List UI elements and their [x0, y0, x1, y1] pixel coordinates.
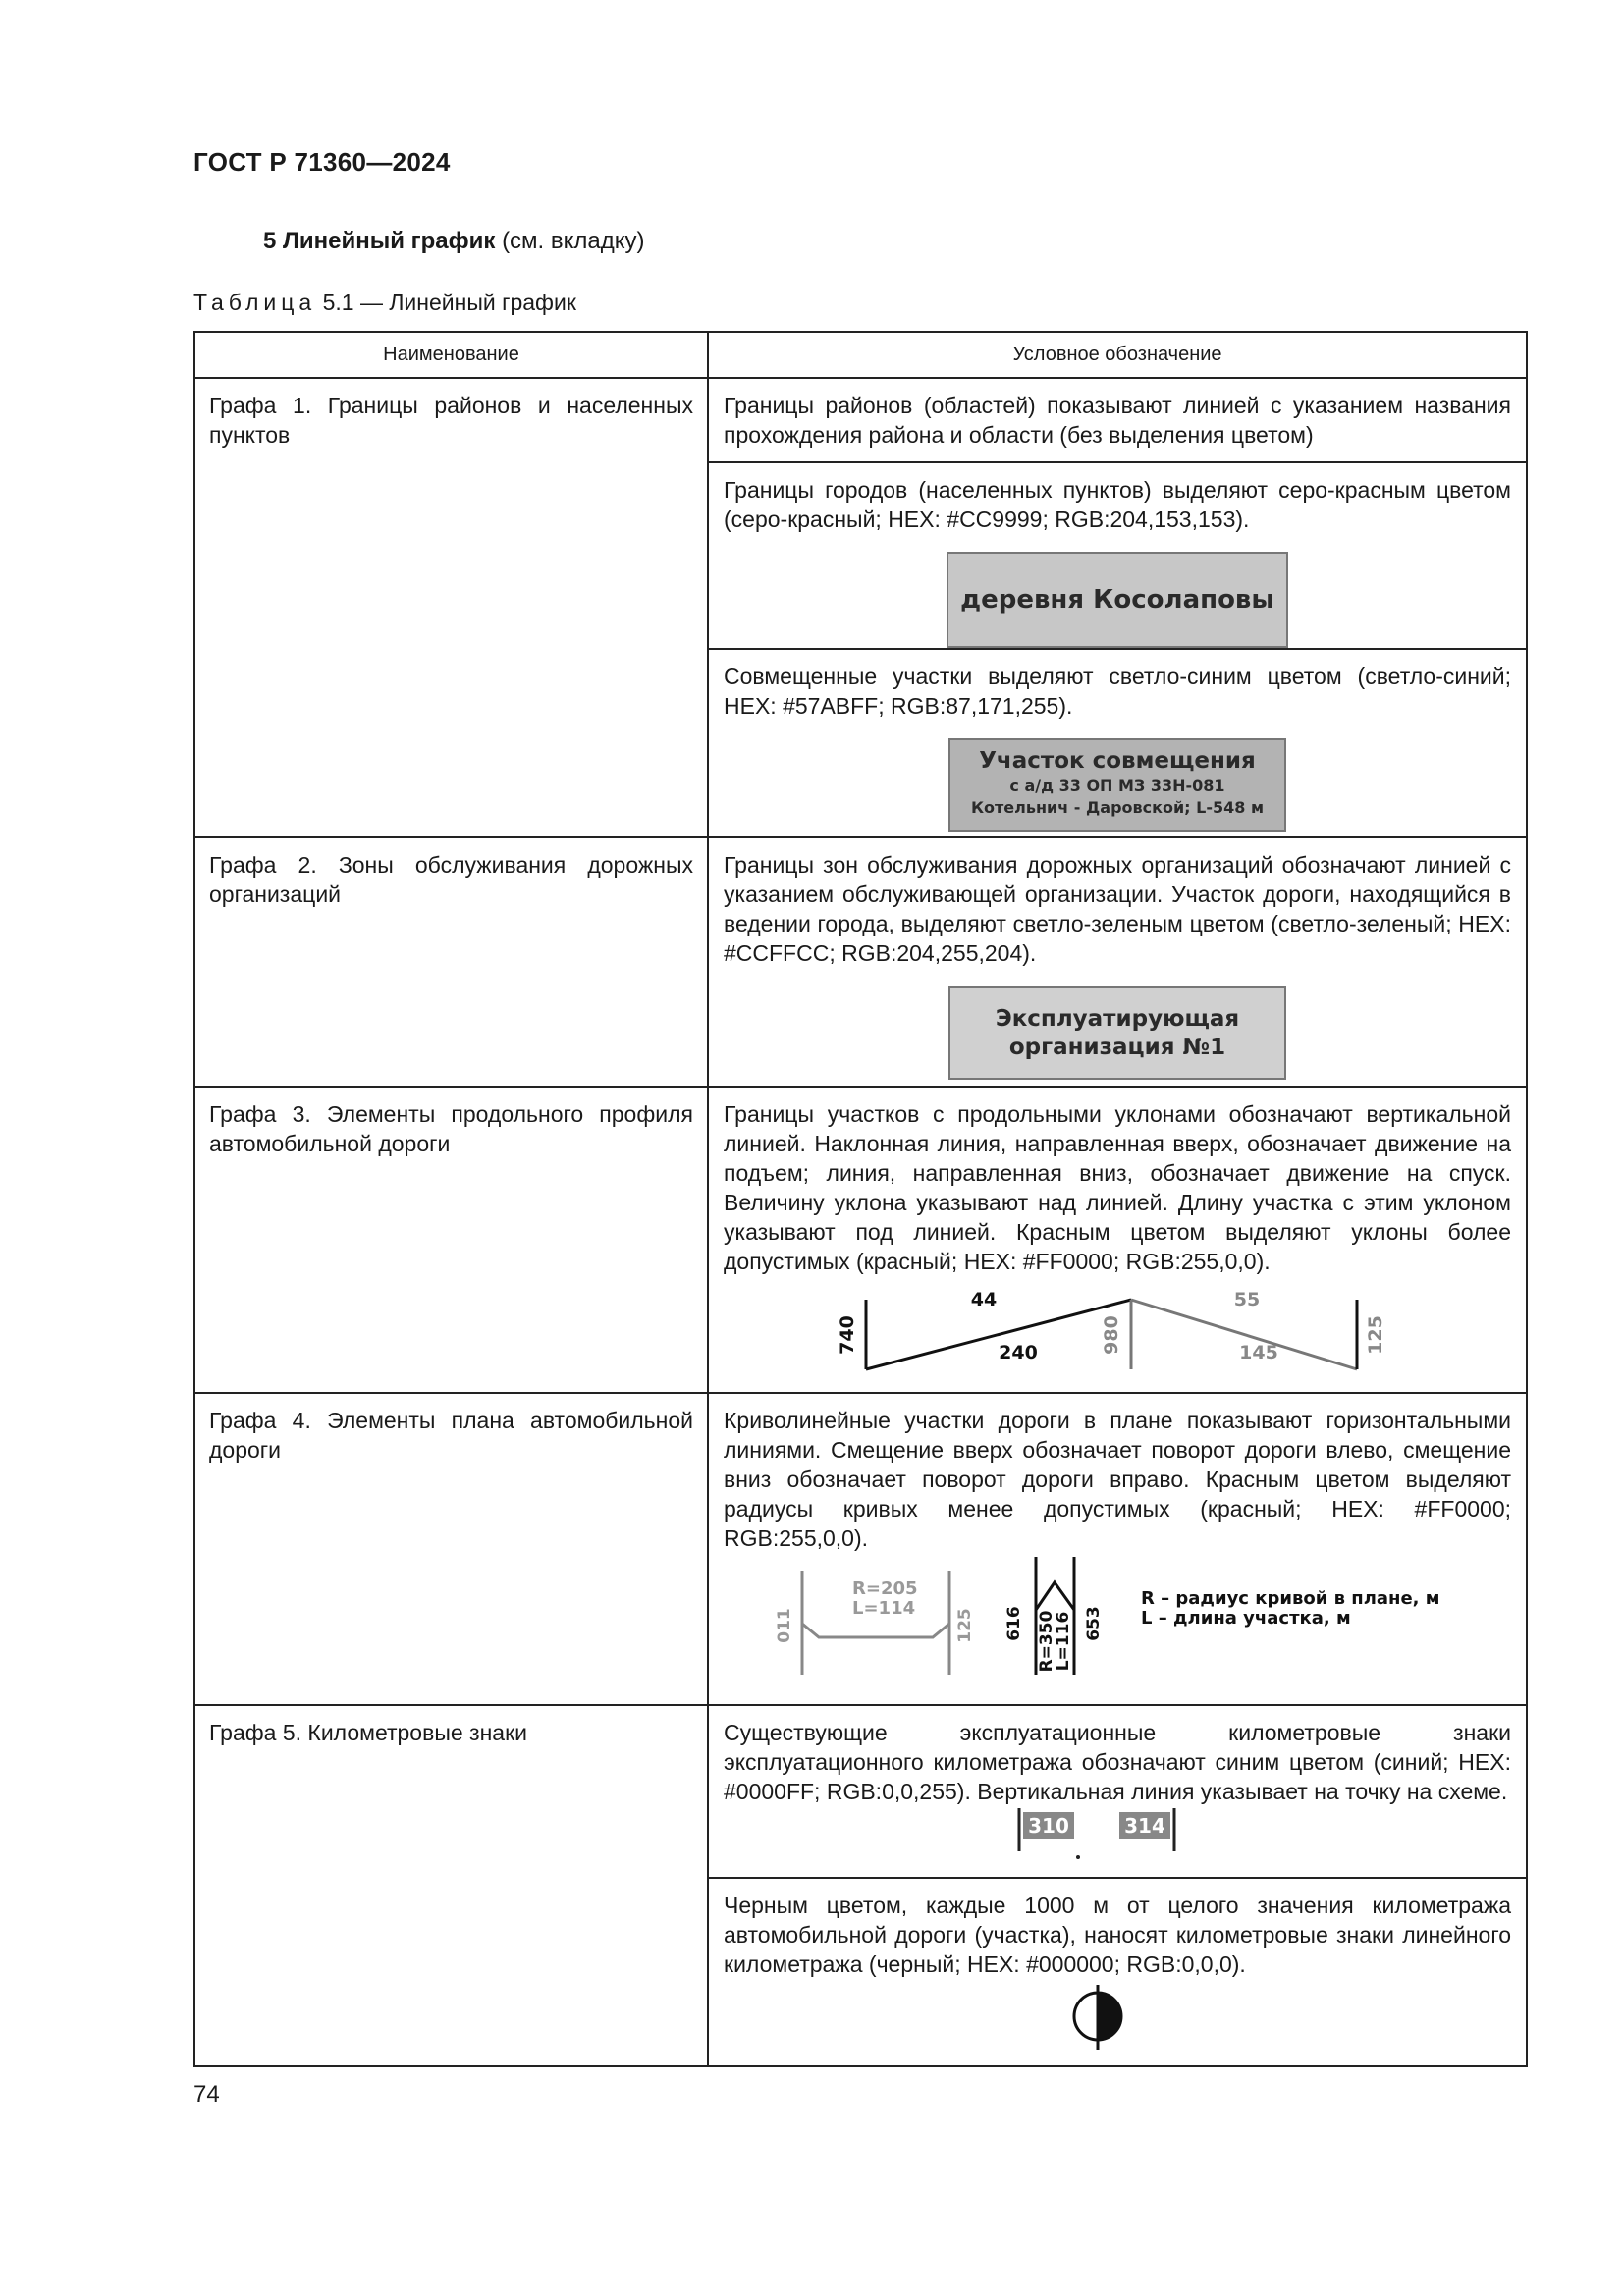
document-title: ГОСТ Р 71360—2024 [193, 147, 451, 177]
row3-text: Границы участков с продольными уклонами обозначают вертикальной линией. Наклонная линия, направленная вверх, обозначает движение на подъем; линия, направленная вниз, обозначает движение на спуск. Величину уклона указывают над линией. Длину участка с этим уклоном указывают под линией. Красным цветом выделяют уклоны более допустимых (красный; HEX: #FF0000; RGB:255,0,0). [724, 1101, 1511, 1274]
row4-name: Графа 4. Элементы плана автомобильной дороги [209, 1408, 693, 1463]
table-caption [193, 290, 576, 316]
plan-legend-radius: R – радиус кривой в плане, м [1141, 1588, 1440, 1609]
table-row [194, 837, 1527, 1087]
plan-curve1-end: 125 [955, 1608, 975, 1643]
plan-curve1-radius: R=205 [852, 1578, 918, 1599]
combined-section-label-sample [948, 738, 1286, 832]
row5-item1-text: Существующие эксплуатационные километровые знаки эксплуатационного километража обозначают синим цветом (синий; HEX: #0000FF; RGB:0,0,255). Вертикальная линия указывает на точку на схеме. [724, 1720, 1511, 1804]
row4-text: Криволинейные участки дороги в плане показывают горизонтальными линиями. Смещение вверх обозначает поворот дороги влево, смещение вниз обозначает поворот дороги вправо. Красным цветом выделяют радиусы кривых менее допустимых (красный; HEX: #FF0000; RGB:255,0,0). [724, 1408, 1511, 1551]
plan-curve2-length: L=116 [1054, 1611, 1073, 1672]
section-heading [263, 228, 645, 255]
section-title: 5 Линейный график [263, 228, 496, 254]
row3-symbol-cell [708, 1087, 1527, 1393]
row1-item3-text: Совмещенные участки выделяют светло-синим цветом (светло-синий; HEX: #57ABFF; RGB:87,171,255). [724, 664, 1511, 719]
plan-curve2-end: 653 [1084, 1606, 1104, 1641]
row1-item2-cell [708, 462, 1527, 649]
table-caption-prefix: Таблица [193, 290, 317, 315]
km-mark-314: 314 [1124, 1814, 1165, 1838]
plan-curve1-length: L=114 [852, 1598, 916, 1619]
row4-name-cell [194, 1393, 708, 1705]
section-note: (см. вкладку) [502, 228, 645, 254]
row2-name-cell [194, 837, 708, 1087]
profile-mark-3: 125 [1365, 1315, 1386, 1355]
row3-name: Графа 3. Элементы продольного профиля автомобильной дороги [209, 1101, 693, 1156]
profile-length-up: 240 [999, 1342, 1038, 1363]
operator-label-line2: организация №1 [1008, 1035, 1226, 1060]
operator-label-line1: Эксплуатирующая [995, 1006, 1240, 1032]
header-name: Наименование [194, 332, 708, 378]
km-sign-half-icon [1098, 1993, 1121, 2040]
profile-slope-up: 44 [970, 1289, 998, 1310]
row4-symbol-cell [708, 1393, 1527, 1705]
profile-mark-2: 980 [1101, 1315, 1122, 1355]
profile-slope-down: 55 [1233, 1289, 1261, 1310]
plan-diagram [709, 1553, 1524, 1675]
plan-curve-left [1036, 1582, 1074, 1610]
row5-item1-cell [708, 1705, 1527, 1878]
combined-label-line2: с а/д 33 ОП МЗ 33Н-081 [1009, 776, 1225, 795]
plan-curve1-start: 011 [775, 1608, 794, 1643]
header-symbol: Условное обозначение [708, 332, 1527, 378]
row3-name-cell [194, 1087, 708, 1393]
table-row [194, 1393, 1527, 1705]
table-row [194, 1705, 1527, 1878]
linear-km-diagram [709, 1979, 1524, 2057]
row1-item2-text: Границы городов (населенных пунктов) выделяют серо-красным цветом (серо-красный; HEX: #CC9999; RGB:204,153,153). [724, 477, 1511, 532]
row2-text: Границы зон обслуживания дорожных организаций обозначают линией с указанием обслуживающей организации. Участок дороги, находящийся в ведении города, выделяют светло-зеленым цветом (светло-зеленый; HEX: #CCFFCC; RGB:204,255,204). [724, 852, 1511, 966]
row2-symbol-cell [708, 837, 1527, 1087]
plan-legend-length: L – длина участка, м [1141, 1608, 1351, 1629]
profile-length-down: 145 [1239, 1342, 1278, 1363]
plan-curve2-radius: R=350 [1037, 1610, 1056, 1673]
row1-item3-cell [708, 649, 1527, 837]
row1-name-cell [194, 378, 708, 837]
profile-diagram [709, 1276, 1524, 1382]
row1-item1-text: Границы районов (областей) показывают линией с указанием названия прохождения района и области (без выделения цветом) [724, 393, 1511, 448]
operational-km-diagram [709, 1806, 1524, 1869]
row1-name: Графа 1. Границы районов и населенных пунктов [209, 393, 693, 448]
row5-item2-text: Черным цветом, каждые 1000 м от целого значения километража автомобильной дороги (участка), наносят километровые знаки линейного километража (черный; HEX: #000000; RGB:0,0,0). [724, 1893, 1511, 1977]
page-number: 74 [193, 2081, 220, 2108]
settlement-label-sample: деревня Косолаповы [947, 552, 1288, 648]
km-mark-310: 310 [1028, 1814, 1069, 1838]
plan-curve2-start: 616 [1004, 1606, 1024, 1641]
legend-table [193, 331, 1528, 2067]
row2-name: Графа 2. Зоны обслуживания дорожных организаций [209, 852, 693, 907]
profile-mark-1: 740 [837, 1315, 858, 1355]
table-row [194, 378, 1527, 462]
operator-label-sample [948, 986, 1286, 1080]
combined-label-line1: Участок совмещения [979, 748, 1256, 774]
row5-name-cell [194, 1705, 708, 2066]
km-dot [1076, 1855, 1080, 1859]
row5-item2-cell [708, 1878, 1527, 2066]
table-caption-text: 5.1 — Линейный график [322, 290, 576, 315]
row1-item1-cell [708, 378, 1527, 462]
table-row [194, 1087, 1527, 1393]
combined-label-line3: Котельнич - Даровской; L-548 м [970, 798, 1265, 817]
table-header-row [194, 332, 1527, 378]
plan-curve-right [802, 1624, 949, 1637]
row5-name: Графа 5. Километровые знаки [209, 1720, 527, 1745]
